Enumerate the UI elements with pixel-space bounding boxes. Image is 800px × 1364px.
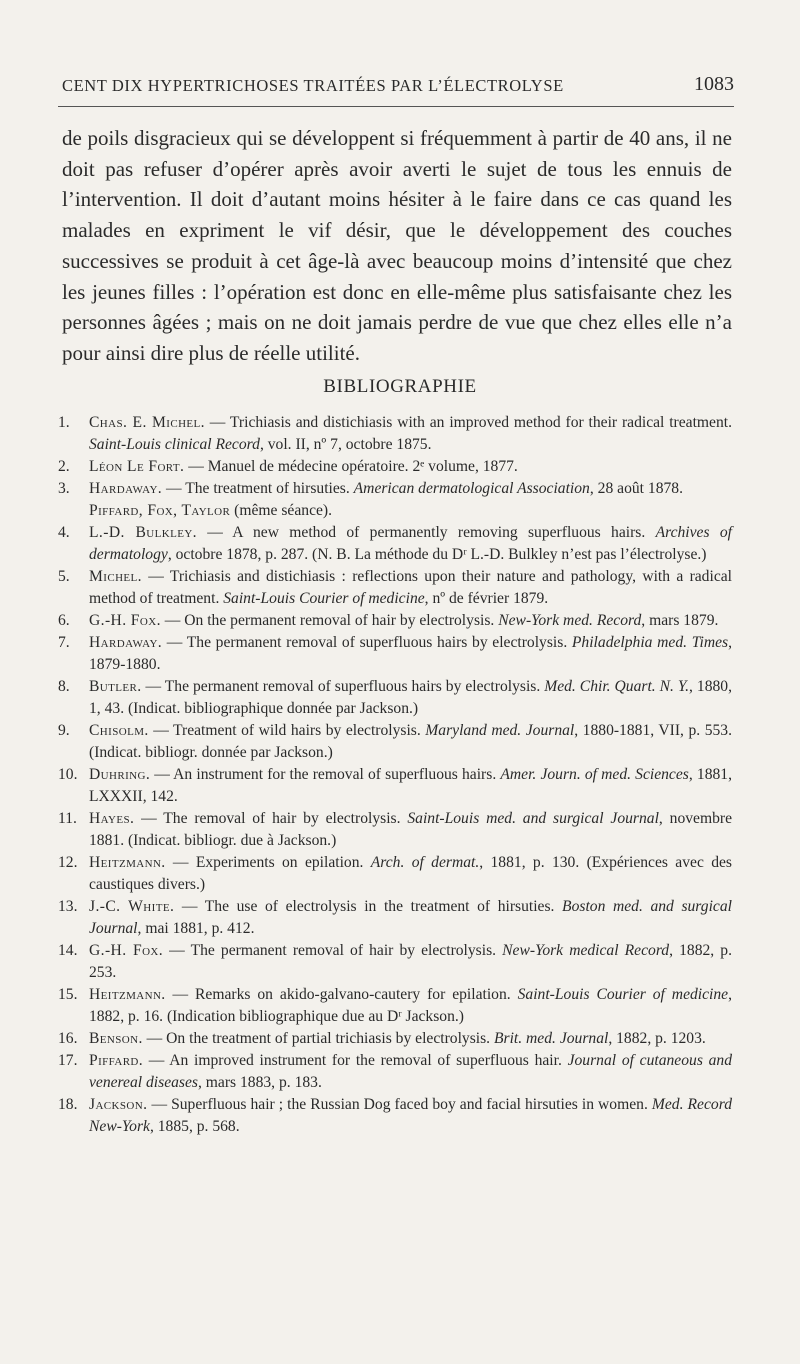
entry-author: Hardaway. (89, 634, 163, 651)
entry-number: 13. (58, 898, 78, 915)
bibliography-entry (58, 456, 732, 478)
entry-number: 4. (58, 524, 70, 541)
entry-title: — A new method of permanently removing superfluous hairs. (196, 524, 656, 541)
bibliography-entry (58, 984, 732, 1028)
entry-number: 14. (58, 942, 78, 959)
entry-details: , 1880-1881, VII, p. 553. (Indicat. bibliogr. donnée par Jackson.) (89, 722, 732, 761)
entry-title: — Treatment of wild hairs by electrolysis. (148, 722, 426, 739)
entry-journal: Maryland med. Journal (425, 722, 575, 739)
entry-author: J.-C. White. (89, 898, 175, 915)
entry-details: , 1880, 1, 43. (Indicat. bibliographique donnée par Jackson.) (89, 678, 732, 717)
bibliography-entry (58, 896, 732, 940)
bibliography-entry (58, 852, 732, 896)
entry-details: , vol. II, nº 7, octobre 1875. (259, 436, 432, 453)
entry-title: — Experiments on epilation. (165, 854, 371, 871)
entry-journal: Saint-Louis Courier of medicine (223, 590, 425, 607)
entry-title: — On the permanent removal of hair by electrolysis. (160, 612, 499, 629)
entry-title: (même séance). (230, 502, 332, 519)
bibliography-entry (58, 676, 732, 720)
entry-journal: American dermatological Association (353, 480, 590, 497)
bibliography-entry (58, 808, 733, 852)
entry-number: 15. (58, 986, 78, 1003)
entry-details: , mars 1883, p. 183. (197, 1074, 322, 1091)
entry-title: — The permanent removal of superfluous hairs by electrolysis. (141, 678, 545, 695)
entry-number: 3. (58, 480, 70, 497)
entry-journal: Arch. of dermat. (370, 854, 480, 871)
entry-number: 17. (58, 1052, 78, 1069)
entry-details: , 1879-1880. (89, 634, 732, 673)
bibliography-entry (58, 1094, 732, 1138)
entry-title: — On the treatment of partial trichiasis by electrolysis. (142, 1030, 494, 1047)
entry-details: , 1881, LXXXII, 142. (89, 766, 732, 805)
entry-journal: New-York med. Record (498, 612, 642, 629)
entry-number: 8. (58, 678, 70, 695)
entry-author: Hardaway. (89, 480, 163, 497)
bibliography-entry (58, 478, 732, 500)
entry-title: — Trichiasis and distichiasis : reflections upon their nature and pathology, with a radical method of treatment. (89, 568, 732, 607)
entry-title: — Superfluous hair ; the Russian Dog faced boy and facial hirsuties in women. (147, 1096, 652, 1113)
entry-author: Hayes. (89, 810, 135, 827)
entry-title: — The permanent removal of superfluous hairs by electrolysis. (162, 634, 572, 651)
entry-number: 18. (58, 1096, 78, 1113)
bibliography-title: BIBLIOGRAPHIE (323, 376, 477, 397)
entry-title: — An improved instrument for the removal of superfluous hair. (143, 1052, 568, 1069)
entry-author: Chisolm. (89, 722, 149, 739)
bibliography-entry (58, 412, 732, 456)
entry-journal: Amer. Journ. of med. Sciences (500, 766, 689, 783)
entry-author: G.-H. Fox. (89, 612, 161, 629)
entry-title: — The treatment of hirsuties. (162, 480, 354, 497)
entry-author: Piffard, Fox, Taylor (89, 502, 231, 519)
bibliography-entry (58, 720, 732, 764)
body-paragraph: de poils disgracieux qui se développent si fréquemment à partir de 40 ans, il ne doit pas refuser d’opérer après avoir averti le sujet de tous les ennuis de l’intervention. Il doit d’autant moins hésiter à le faire dans ce cas quand les malades en expriment le vif désir, que le développement des couches successives se produit à cet âge-là avec beaucoup moins d’intensité que chez les jeunes filles : l’opération est donc en elle-même plus satisfaisante chez les personnes âgées ; mais on ne doit jamais perdre de vue que chez elles elle n’a pour ainsi dire plus de réelle utilité. (62, 126, 732, 365)
entry-author: Duhring. (89, 766, 151, 783)
entry-author: Piffard. (89, 1052, 144, 1069)
entry-journal: Saint-Louis med. and surgical Journal (407, 810, 659, 827)
bibliography-entry (58, 940, 732, 984)
bibliography-entry (58, 632, 732, 676)
entry-title: — The permanent removal of hair by electrolysis. (163, 942, 503, 959)
entry-title: — Remarks on akido-galvano-cautery for epilation. (165, 986, 518, 1003)
page-number: 1083 (694, 73, 734, 95)
running-title: CENT DIX HYPERTRICHOSES TRAITÉES PAR L’ÉLECTROLYSE (62, 76, 564, 95)
entry-author: Benson. (89, 1030, 143, 1047)
entry-author: Jackson. (89, 1096, 148, 1113)
entry-details: , mars 1879. (641, 612, 719, 629)
entry-number: 2. (58, 458, 70, 475)
entry-details: , 1885, p. 568. (149, 1118, 240, 1135)
entry-author: Michel. (89, 568, 142, 585)
entry-number: 7. (58, 634, 70, 651)
entry-number: 16. (58, 1030, 78, 1047)
entry-author: Heitzmann. (89, 854, 166, 871)
entry-title: — The use of electrolysis in the treatment of hirsuties. (174, 898, 563, 915)
entry-title: — An instrument for the removal of superfluous hairs. (150, 766, 501, 783)
bibliography-list (58, 412, 733, 1138)
bibliography-entry (58, 1050, 733, 1094)
entry-author: Butler. (89, 678, 142, 695)
entry-author: Heitzmann. (89, 986, 166, 1003)
entry-title: — Trichiasis and distichiasis with an improved method for their radical treatment. (204, 414, 732, 431)
entry-journal: Med. Chir. Quart. N. Y. (544, 678, 690, 695)
entry-details: , 1882, p. 16. (Indication bibliographique due au Dʳ Jackson.) (89, 986, 732, 1025)
entry-author: G.-H. Fox. (89, 942, 164, 959)
entry-title: — Manuel de médecine opératoire. 2ᵉ volume, 1877. (184, 458, 518, 475)
entry-journal: Saint-Louis Courier of medicine (517, 986, 729, 1003)
entry-number: 10. (58, 766, 78, 783)
entry-details: , 1881, p. 130. (Expériences avec des caustiques divers.) (89, 854, 732, 893)
entry-number: 6. (58, 612, 70, 629)
entry-details: , mai 1881, p. 412. (137, 920, 255, 937)
entry-number: 1. (58, 414, 70, 431)
entry-journal: Saint-Louis clinical Record (89, 436, 260, 453)
entry-journal: Journal of cutaneous and venereal diseases (89, 1052, 733, 1091)
bibliography-entry (58, 522, 732, 566)
bibliography-entry (58, 1028, 732, 1050)
bibliography-entry (62, 500, 732, 522)
bibliography-entry (58, 610, 732, 632)
entry-journal: Boston med. and surgical Journal (89, 898, 732, 937)
entry-title: — The removal of hair by electrolysis. (134, 810, 408, 827)
entry-author: L.-D. Bulkley. (89, 524, 197, 541)
entry-journal: Med. Record New-York (89, 1096, 732, 1135)
entry-details: , 28 août 1878. (589, 480, 683, 497)
header-rule (58, 106, 734, 107)
entry-number: 12. (58, 854, 78, 871)
entry-details: , 1882, p. 253. (89, 942, 732, 981)
bibliography-entry (58, 764, 732, 808)
entry-details: , 1882, p. 1203. (608, 1030, 706, 1047)
entry-journal: Philadelphia med. Times (571, 634, 729, 651)
entry-journal: Archives of dermatology (89, 524, 732, 563)
entry-author: Chas. E. Michel. (89, 414, 205, 431)
entry-details: , nº de février 1879. (424, 590, 549, 607)
entry-number: 11. (58, 810, 77, 827)
entry-author: Léon Le Fort. (89, 458, 185, 475)
entry-number: 9. (58, 722, 70, 739)
entry-journal: Brit. med. Journal (493, 1030, 609, 1047)
bibliography-entry (58, 566, 732, 610)
entry-details: , octobre 1878, p. 287. (N. B. La méthode du Dʳ L.-D. Bulkley n’est pas l’électrolyse.) (167, 546, 707, 563)
entry-details: , novembre 1881. (Indicat. bibliogr. due à Jackson.) (89, 810, 733, 849)
entry-journal: New-York medical Record (502, 942, 670, 959)
entry-number: 5. (58, 568, 70, 585)
